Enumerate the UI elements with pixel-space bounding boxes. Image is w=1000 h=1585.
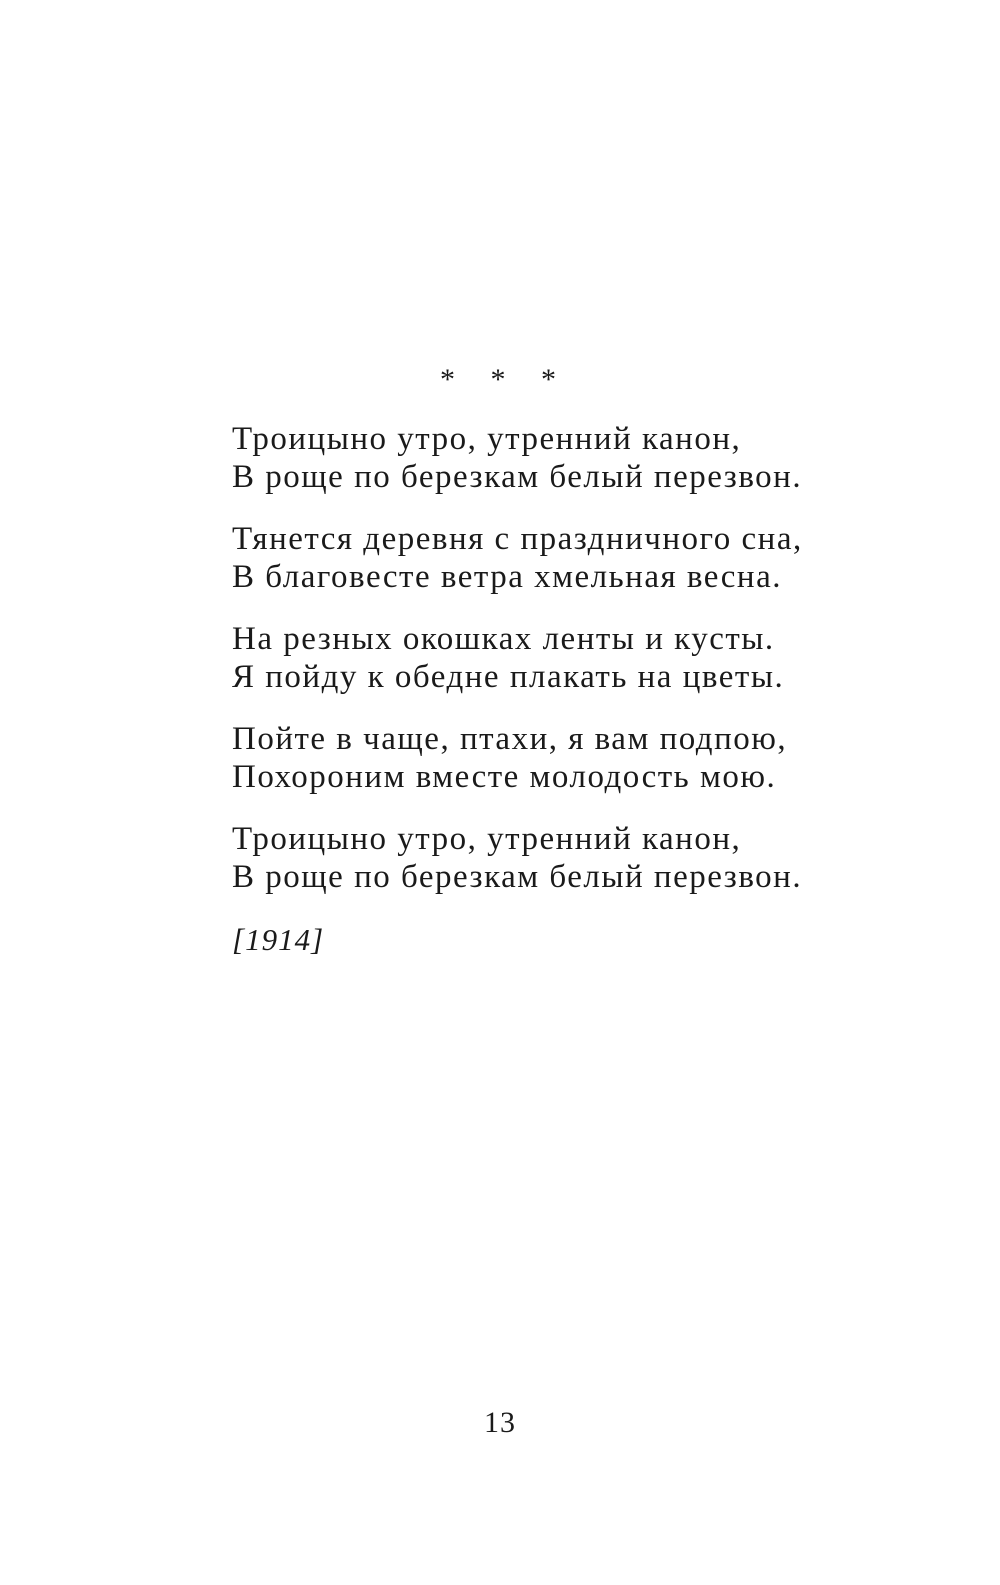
poem-line: На резных окошках ленты и кусты.	[232, 621, 775, 657]
poem-line: В роще по березкам белый перезвон.	[232, 859, 803, 895]
poem-line: Похороним вместе молодость мою.	[232, 759, 777, 795]
stanza	[232, 420, 852, 496]
poem-line: Троицыно утро, утренний канон,	[232, 421, 742, 457]
poem	[232, 420, 852, 960]
poem-line: В роще по березкам белый перезвон.	[232, 459, 803, 495]
section-separator: * * *	[440, 363, 570, 396]
poem-line: Троицыно утро, утренний канон,	[232, 821, 742, 857]
stanza	[232, 620, 852, 696]
stanza	[232, 720, 852, 796]
poem-line: Я пойду к обедне плакать на цветы.	[232, 659, 785, 695]
poem-line: Тянется деревня с праздничного сна,	[232, 521, 803, 557]
page-number: 13	[484, 1406, 516, 1439]
poem-date: [1914]	[232, 922, 325, 957]
stanza	[232, 520, 852, 596]
poem-line: В благовесте ветра хмельная весна.	[232, 559, 782, 595]
stanza	[232, 820, 852, 896]
poem-line: Пойте в чаще, птахи, я вам подпою,	[232, 721, 788, 757]
